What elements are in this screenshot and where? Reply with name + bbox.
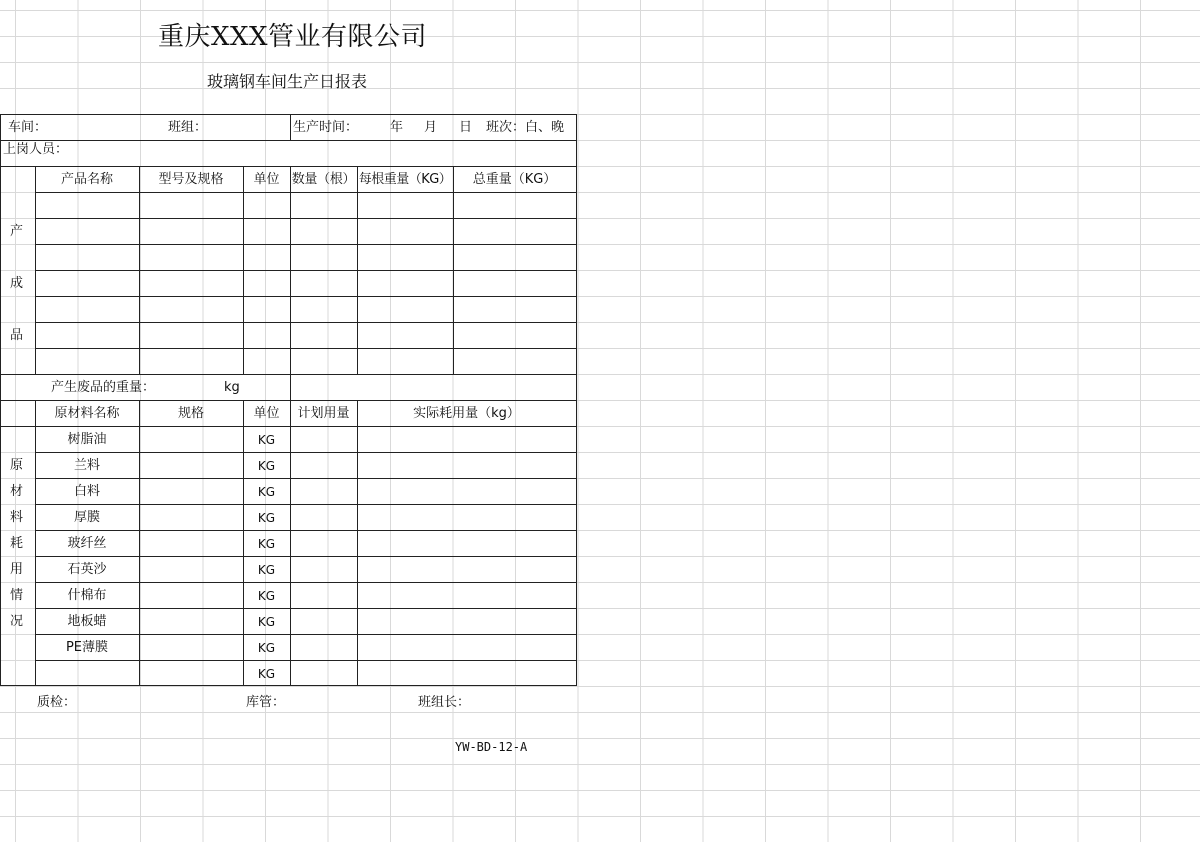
- team-leader-signature-label: 班组长：: [418, 695, 471, 710]
- section-label-char: 材: [10, 484, 24, 499]
- material-unit: KG: [257, 433, 276, 447]
- section-label-char: 品: [10, 328, 24, 343]
- col-unit-weight: 每根重量（KG）: [358, 172, 452, 187]
- waste-weight-label: 产生废品的重量：: [51, 380, 156, 395]
- material-name: PE薄膜: [65, 640, 109, 655]
- col-unit: 单位: [253, 406, 280, 421]
- material-name: 石英沙: [67, 562, 107, 577]
- staff-label: 上岗人员：: [3, 142, 69, 157]
- workshop-label: 车间：: [8, 120, 48, 135]
- material-name: 厚膜: [73, 510, 100, 525]
- material-unit: KG: [257, 485, 276, 499]
- material-unit: KG: [257, 641, 276, 655]
- col-product-name: 产品名称: [60, 172, 113, 187]
- material-name: 兰料: [73, 458, 100, 473]
- qc-signature-label: 质检：: [37, 695, 77, 710]
- col-material-name: 原材料名称: [54, 406, 120, 421]
- material-unit: KG: [257, 563, 276, 577]
- material-name: 白料: [73, 484, 100, 499]
- col-actual-usage: 实际耗用量（kg）: [413, 406, 520, 421]
- material-unit: KG: [257, 615, 276, 629]
- waste-unit: kg: [224, 380, 240, 395]
- production-time-label: 生产时间：: [293, 120, 359, 135]
- section-label-char: 成: [10, 276, 24, 291]
- team-label: 班组：: [168, 120, 208, 135]
- material-unit: KG: [257, 537, 276, 551]
- material-unit: KG: [257, 511, 276, 525]
- section-label-char: 情: [10, 588, 24, 603]
- col-quantity: 数量（根）: [291, 172, 356, 187]
- day-label: 日: [459, 120, 473, 135]
- year-label: 年: [390, 120, 404, 135]
- form-code: YW-BD-12-A: [455, 740, 528, 754]
- shift-label: 班次：白、晚: [486, 120, 565, 135]
- section-label-char: 用: [10, 562, 24, 577]
- material-name: 树脂油: [67, 432, 107, 447]
- section-label-char: 产: [10, 224, 24, 239]
- warehouse-signature-label: 库管：: [246, 695, 286, 710]
- material-unit: KG: [257, 459, 276, 473]
- col-model-spec: 型号及规格: [158, 172, 224, 187]
- section-label-char: 耗: [10, 536, 24, 551]
- material-name: 玻纤丝: [67, 536, 107, 551]
- report-table: [0, 114, 577, 686]
- month-label: 月: [424, 120, 438, 135]
- section-label-char: 原: [10, 458, 24, 473]
- section-label-char: 况: [10, 614, 24, 629]
- col-spec: 规格: [177, 406, 204, 421]
- col-unit: 单位: [253, 172, 280, 187]
- report-subtitle: 玻璃钢车间生产日报表: [207, 72, 368, 91]
- material-name: 地板蜡: [67, 614, 107, 629]
- material-unit: KG: [257, 589, 276, 603]
- company-title: 重庆XXX管业有限公司: [158, 22, 428, 52]
- material-name: 什棉布: [67, 588, 107, 603]
- col-total-weight: 总重量（KG）: [472, 172, 557, 187]
- col-planned-usage: 计划用量: [297, 406, 350, 421]
- material-unit: KG: [257, 667, 276, 681]
- section-label-char: 料: [10, 510, 24, 525]
